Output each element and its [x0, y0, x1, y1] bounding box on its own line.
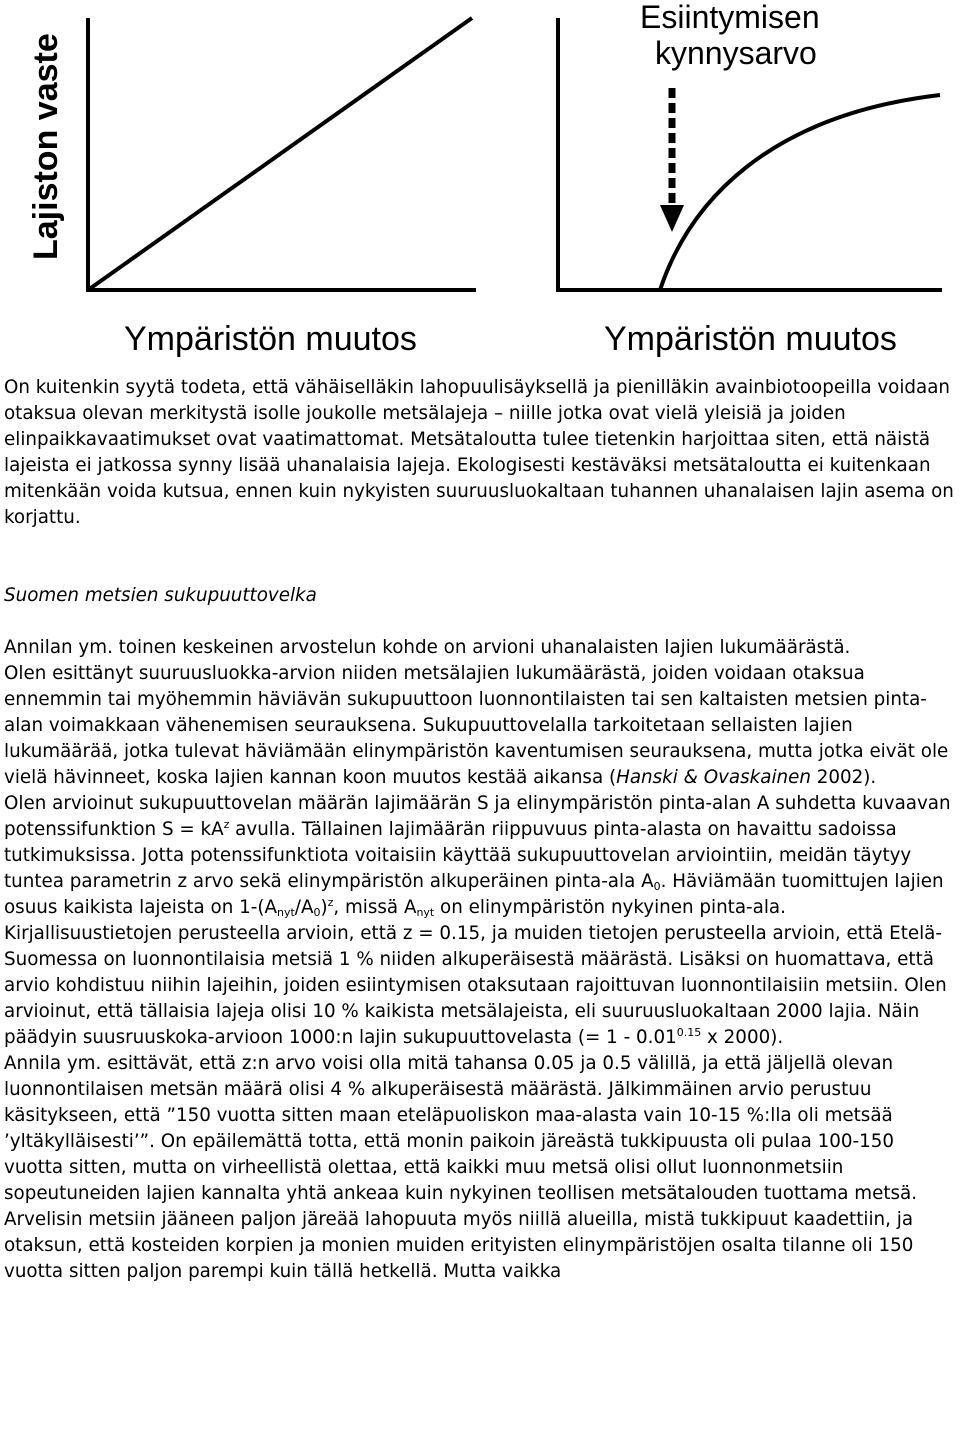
p4-text-c: . Häviämään tuomittujen lajien osuus kaikista lajeista on 1-(A	[4, 871, 944, 918]
p4-sub-nyt2: nyt	[416, 906, 435, 919]
left-linear-response-line	[88, 18, 472, 290]
p4-text-a: Olen arvioinut sukupuuttovelan määrän lajimäärän S ja elinympäristön pinta-alan A suhdetta kuvaavan potenssifunktion S = kA	[4, 793, 951, 840]
paragraph-2: Annilan ym. toinen keskeinen arvostelun kohde on arvioni uhanalaisten lajien lukumäärästä.	[4, 637, 851, 658]
p5-text-a: Kirjallisuustietojen perusteella arvioin, että z = 0.15, ja muiden tietojen perusteella arvioin, että Etelä-Suomessa on luonnontilaisia metsiä 1 % niiden alkuperäisestä määrästä. Lisäksi on huomattava, että arvio kohdistuu niihin lajeihin, joiden esiintymisen otaksutaan rajoittuvan luonnontilaisiin metsiin. Olen arvioinut, että tällaisia lajeja olisi 10 % kaikista metsälajeista, eli suuruusluokaltaan 2000 lajia. Näin päädyin suusruuskoka-arvioon 1000:n lajin sukupuuttovelasta (= 1 - 0.01	[4, 923, 947, 1048]
paragraph-6: Annila ym. esittävät, että z:n arvo voisi olla mitä tahansa 0.05 ja 0.5 välillä, ja että jäljellä olevan luonnontilaisen metsän määrä olisi 4 % alkuperäisestä määrästä. Jälkimmäinen arvio perustuu käsitykseen, että ”150 vuotta sitten maan eteläpuoliskon maa-alasta vain 10-15 %:lla oli metsää ’yltäkylläisesti’”. On epäilemättä totta, että monin paikoin järeästä tukkipuusta oli pulaa 100-150 vuotta sitten, mutta on virheellistä olettaa, että kaikki muu metsä olisi ollut luonnonmetsiin sopeutuneiden lajien kannalta yhtä ankeaa kuin nykyinen teollisen metsätalouden tuottama metsä. Arvelisin metsiin jääneen paljon järeää lahopuuta myös niillä alueilla, mistä tukkipuut kaadettiin, ja otaksun, että kosteiden korpien ja monien muiden erityisten elinympäristöjen osalta tilanne oli 150 vuotta sitten paljon parempi kuin tällä hetkellä. Mutta vaikka	[4, 1053, 918, 1282]
left-panel	[27, 18, 476, 358]
paragraph-5	[4, 921, 954, 1051]
p5-text-b: x 2000).	[701, 1027, 784, 1048]
p4-text-d: /A	[294, 897, 314, 918]
paragraph-4	[4, 791, 954, 921]
left-y-axis-label: Lajiston vaste	[27, 33, 65, 260]
p4-text-f: , missä A	[333, 897, 417, 918]
threshold-arrow-head	[660, 205, 684, 232]
citation: Hanski & Ovaskainen	[616, 767, 811, 788]
p4-sup-z: z	[223, 818, 230, 831]
species-response-figures	[0, 0, 960, 370]
p4-text-e: )	[320, 897, 328, 918]
section-heading: Suomen metsien sukupuuttovelka	[4, 585, 317, 606]
paragraph-3-text-b: 2002).	[810, 767, 877, 788]
spacer	[4, 531, 954, 583]
threshold-label-line2: kynnysarvo	[655, 35, 817, 71]
paragraph-3-text-a: Olen esittänyt suuruusluokka-arvion niiden metsälajien lukumäärästä, joiden voidaan otaksua ennemmin tai myöhemmin häviävän sukupuuttoon luonnontilaisten tai sen kaltaisten metsien pinta-alan voimakkaan vähenemisen seurauksena. Sukupuuttovelalla tarkoitetaan sellaisten lajien lukumäärää, jotka tulevat häviämään elinympäristön kaventumisen seurauksena, mutta jotka eivät ole vielä hävinneet, koska lajien kannan koon muutos kestää aikansa (	[4, 663, 949, 788]
right-panel	[556, 0, 942, 358]
p4-sub-nyt: nyt	[276, 906, 295, 919]
p4-sup-z2: z	[327, 896, 334, 909]
p4-text-b: avulla. Tällainen lajimäärän riippuvuus pinta-alasta on havaittu sadoissa tutkimuksissa. Jotta potenssifunktiota voitaisiin käyttää sukupuuttovelan arviointiin, meidän täytyy tuntea parametrin z arvo sekä elinympäristön alkuperäinen pinta-ala A	[4, 819, 912, 892]
left-x-axis-label: Ympäristön muutos	[124, 320, 417, 358]
right-x-axis-label: Ympäristön muutos	[604, 320, 897, 358]
p4-sub-0: 0	[653, 880, 661, 893]
p5-sup: 0.15	[676, 1026, 702, 1039]
paragraph-1: On kuitenkin syytä todeta, että vähäiselläkin lahopuulisäyksellä ja pienilläkin avainbiotoopeilla voidaan otaksua olevan merkitystä isolle joukolle metsälajeja – niille jotka ovat vielä yleisiä ja joiden elinpaikkavaatimukset ovat vaatimattomat. Metsätaloutta tulee tietenkin harjoittaa siten, että näistä lajeista ei jatkossa synny lisää uhanalaisia lajeja. Ekologisesti kestäväksi metsätaloutta ei kuitenkaan mitenkään voida kutsua, ennen kuin nykyisten suuruusluokaltaan tuhannen uhanalaisen lajin asema on korjattu.	[4, 377, 954, 528]
paragraph-3	[4, 661, 954, 791]
p4-sub-0b: 0	[313, 906, 321, 919]
threshold-label-line1: Esiintymisen	[640, 0, 820, 35]
right-threshold-response-curve	[660, 95, 940, 290]
p4-text-g: on elinympäristön nykyinen pinta-ala.	[434, 897, 786, 918]
document-body	[4, 375, 954, 1285]
spacer	[4, 609, 954, 635]
